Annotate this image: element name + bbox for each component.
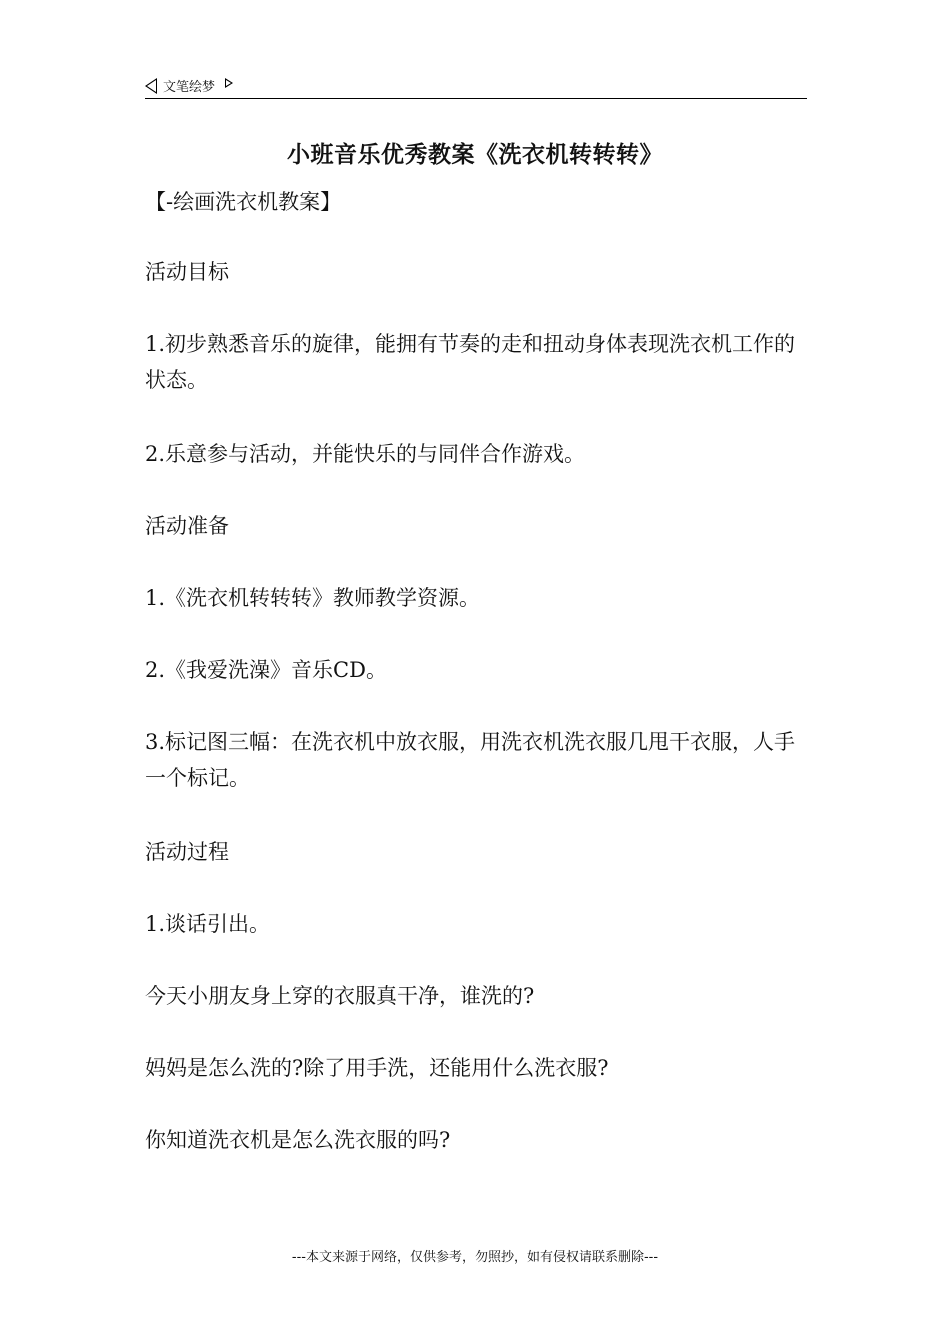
header-brand: 文笔绘梦 <box>163 80 216 95</box>
heading-preparation: 活动准备 <box>145 514 229 538</box>
paragraph-question-3: 你知道洗衣机是怎么洗衣服的吗? <box>145 1128 451 1152</box>
paragraph-tag: 【-绘画洗衣机教案】 <box>145 190 342 214</box>
paragraph-prep-2: 2.《我爱洗澡》音乐CD。 <box>145 658 387 682</box>
paragraph-prep-1: 1.《洗衣机转转转》教师教学资源。 <box>145 586 481 610</box>
paragraph-question-2: 妈妈是怎么洗的?除了用手洗，还能用什么洗衣服? <box>145 1056 609 1080</box>
paragraph-question-1: 今天小朋友身上穿的衣服真干净，谁洗的? <box>145 984 535 1008</box>
page-header <box>145 74 807 99</box>
paragraph-goal-1: 1.初步熟悉音乐的旋律，能拥有节奏的走和扭动身体表现洗衣机工作的状态。 <box>145 332 796 392</box>
left-triangle-icon <box>145 78 157 94</box>
paragraph-goal-2: 2.乐意参与活动，并能快乐的与同伴合作游戏。 <box>145 442 586 466</box>
paragraph-process-1: 1.谈话引出。 <box>145 912 271 936</box>
page-footer: ---本文来源于网络，仅供参考，勿照抄，如有侵权请联系删除--- <box>291 1250 659 1265</box>
right-triangle-icon <box>225 78 233 88</box>
paragraph-prep-3: 3.标记图三幅：在洗衣机中放衣服，用洗衣机洗衣服几甩干衣服，人手一个标记。 <box>145 730 796 790</box>
heading-process: 活动过程 <box>145 840 229 864</box>
document-title: 小班音乐优秀教案《洗衣机转转转》 <box>287 141 663 168</box>
heading-goals: 活动目标 <box>145 260 229 284</box>
